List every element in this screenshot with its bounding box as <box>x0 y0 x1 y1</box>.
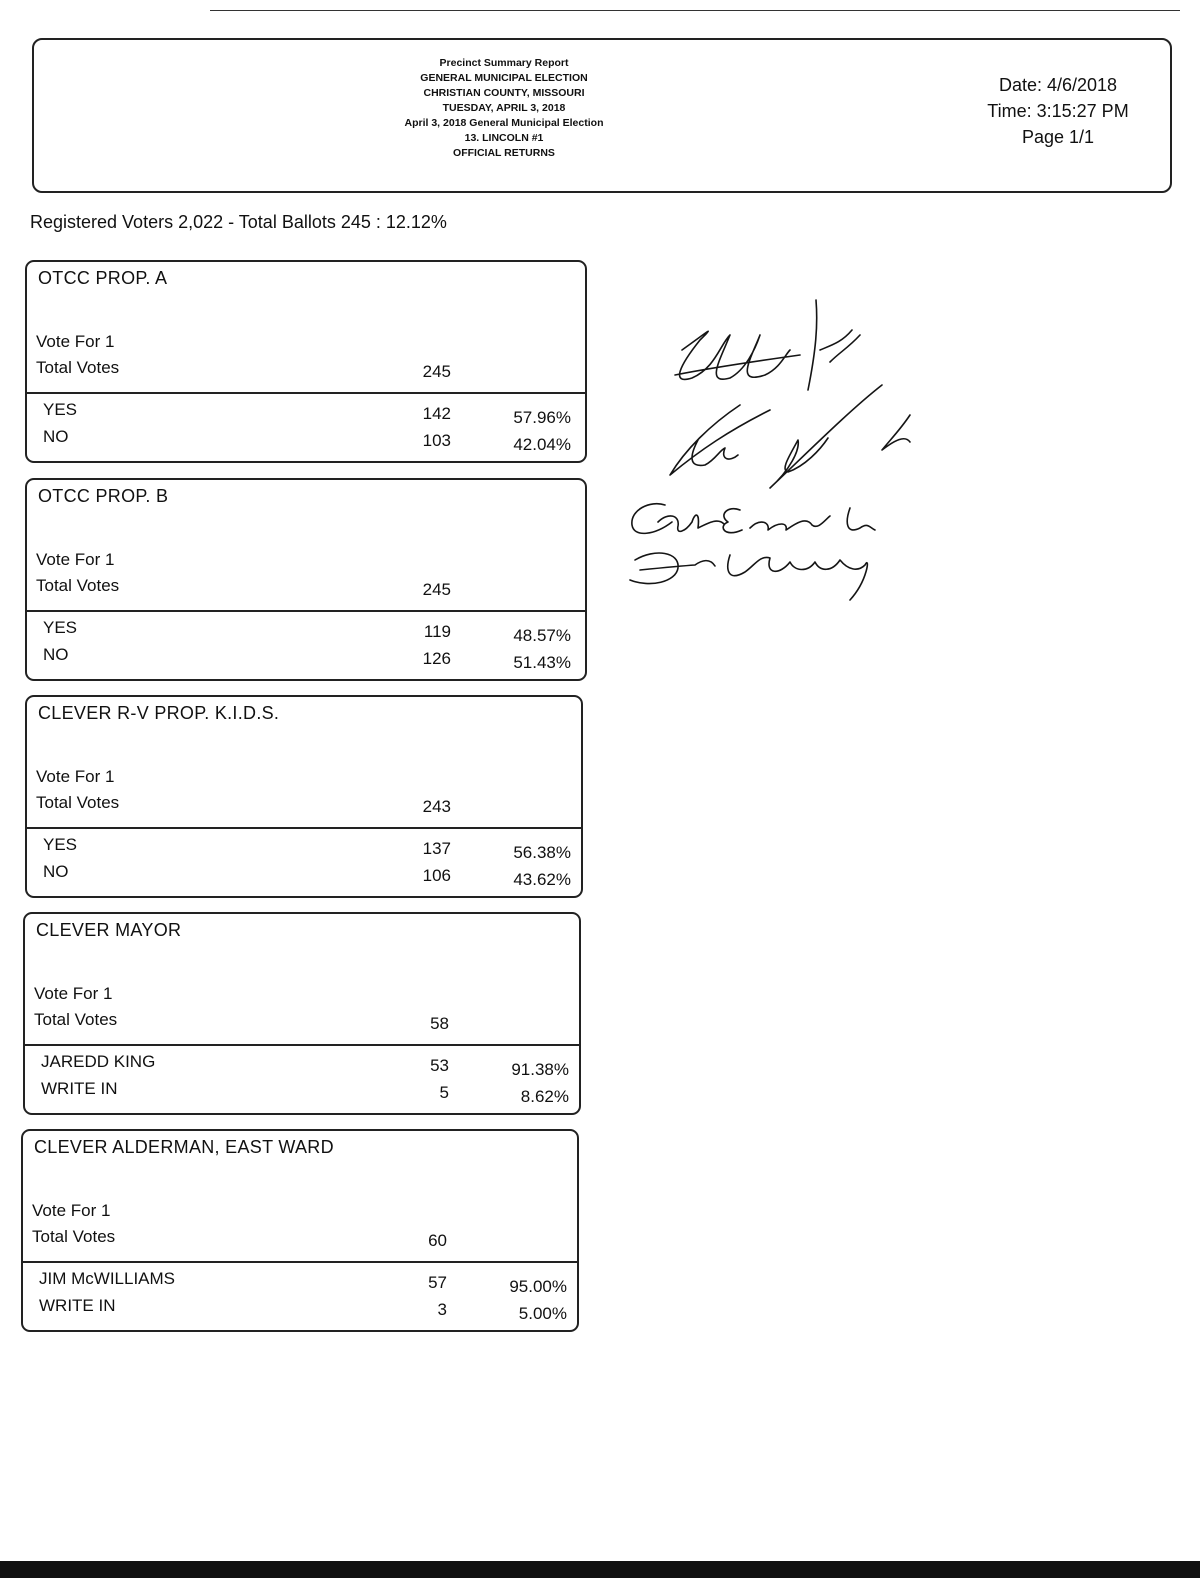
choice-percent: 5.00% <box>518 1304 567 1323</box>
race-divider <box>27 827 581 829</box>
race-clever-rv-prop-kids <box>25 695 583 898</box>
race-divider <box>23 1261 577 1263</box>
total-votes-value: 58 <box>430 1014 449 1033</box>
choice-votes: 53 <box>430 1056 449 1075</box>
choice-name: NO <box>43 645 69 664</box>
total-votes-value: 243 <box>422 797 451 816</box>
choice-votes: 5 <box>439 1083 449 1102</box>
signatures <box>620 290 930 620</box>
choice-votes: 106 <box>422 866 451 885</box>
precinct-name: 13. LINCOLN #1 <box>464 132 544 144</box>
vote-for-label: Vote For 1 <box>32 1201 111 1220</box>
total-votes-label: Total Votes <box>36 576 120 595</box>
choice-percent: 56.38% <box>513 843 571 862</box>
choice-row <box>27 400 585 426</box>
race-title: OTCC PROP. A <box>38 268 168 288</box>
signature-4 <box>630 553 867 600</box>
vote-for-label: Vote For 1 <box>36 767 115 786</box>
choice-row <box>27 618 585 644</box>
race-title: OTCC PROP. B <box>38 486 169 506</box>
choice-percent: 8.62% <box>520 1087 569 1106</box>
race-title: CLEVER MAYOR <box>36 920 182 940</box>
choice-percent: 48.57% <box>513 626 571 645</box>
choice-name: YES <box>43 835 78 854</box>
choice-percent: 51.43% <box>513 653 571 672</box>
choice-name: YES <box>43 618 78 637</box>
choice-name: JIM McWILLIAMS <box>39 1269 176 1288</box>
choice-name: WRITE IN <box>41 1079 118 1098</box>
race-otcc-prop-a <box>25 260 587 463</box>
choice-votes: 126 <box>422 649 451 668</box>
choice-name: JAREDD KING <box>41 1052 156 1071</box>
choice-percent: 57.96% <box>513 408 571 427</box>
total-votes-label: Total Votes <box>34 1010 118 1029</box>
registered-voters-summary: Registered Voters 2,022 - Total Ballots 245 : 12.12% <box>30 212 447 232</box>
choice-name: YES <box>43 400 78 419</box>
total-votes-label: Total Votes <box>36 358 120 377</box>
signature-1 <box>675 300 860 390</box>
total-votes-label: Total Votes <box>36 793 120 812</box>
choice-row <box>27 427 585 453</box>
report-date: Date: 4/6/2018 <box>998 75 1118 95</box>
race-clever-alderman-east-ward <box>21 1129 579 1332</box>
choice-votes: 103 <box>422 431 451 450</box>
report-title: Precinct Summary Report <box>439 57 569 69</box>
race-divider <box>27 610 585 612</box>
choice-row <box>25 1079 579 1105</box>
report-meta <box>958 72 1158 150</box>
race-clever-mayor <box>23 912 581 1115</box>
choice-votes: 3 <box>437 1300 447 1319</box>
page-number: Page 1/1 <box>1021 127 1095 147</box>
signature-scribbles <box>620 290 930 620</box>
election-description: April 3, 2018 General Municipal Election <box>404 117 604 129</box>
choice-name: NO <box>43 862 69 881</box>
choice-row <box>27 835 581 861</box>
choice-votes: 137 <box>422 839 451 858</box>
total-votes-value: 245 <box>422 580 451 599</box>
choice-row <box>27 645 585 671</box>
choice-percent: 42.04% <box>513 435 571 454</box>
choice-percent: 95.00% <box>509 1277 567 1296</box>
choice-name: WRITE IN <box>39 1296 116 1315</box>
report-time: Time: 3:15:27 PM <box>987 101 1129 121</box>
returns-status: OFFICIAL RETURNS <box>453 147 555 159</box>
race-otcc-prop-b <box>25 478 587 681</box>
total-votes-value: 60 <box>428 1231 447 1250</box>
choice-row <box>25 1052 579 1078</box>
county-name: CHRISTIAN COUNTY, MISSOURI <box>423 87 585 99</box>
election-day: TUESDAY, APRIL 3, 2018 <box>442 102 566 114</box>
choice-votes: 119 <box>423 622 451 641</box>
signature-2 <box>670 385 910 488</box>
choice-votes: 57 <box>428 1273 447 1292</box>
vote-for-label: Vote For 1 <box>36 550 115 569</box>
choice-row <box>27 862 581 888</box>
bottom-scan-bar <box>0 1561 1200 1578</box>
choice-row <box>23 1296 577 1322</box>
race-title: CLEVER ALDERMAN, EAST WARD <box>34 1137 334 1157</box>
report-header <box>32 38 1172 193</box>
race-divider <box>25 1044 579 1046</box>
total-votes-value: 245 <box>422 362 451 381</box>
vote-for-label: Vote For 1 <box>34 984 113 1003</box>
report-title-block <box>294 56 714 161</box>
total-votes-label: Total Votes <box>32 1227 116 1246</box>
election-name: GENERAL MUNICIPAL ELECTION <box>420 72 588 84</box>
top-scan-rule <box>210 10 1180 11</box>
choice-votes: 142 <box>422 404 451 423</box>
choice-row <box>23 1269 577 1295</box>
race-divider <box>27 392 585 394</box>
choice-percent: 91.38% <box>511 1060 569 1079</box>
signature-3 <box>632 504 875 534</box>
choice-name: NO <box>43 427 69 446</box>
race-title: CLEVER R-V PROP. K.I.D.S. <box>38 703 280 723</box>
choice-percent: 43.62% <box>513 870 571 889</box>
vote-for-label: Vote For 1 <box>36 332 115 351</box>
